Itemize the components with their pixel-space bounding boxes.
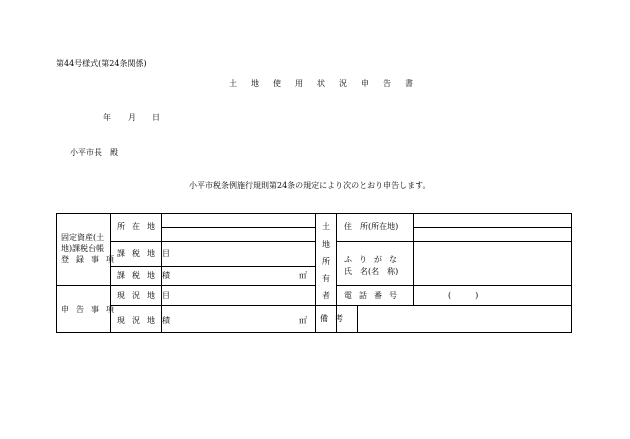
owner-label-char-2: 地 (322, 240, 330, 249)
furigana-label: ふりがな (344, 255, 404, 264)
addressee: 小平市長 殿 (70, 148, 118, 157)
name-field[interactable] (414, 242, 571, 285)
owner-label-char-5: 者 (322, 291, 330, 300)
form-number: 第44号様式(第24条関係) (56, 59, 147, 68)
address-field-2[interactable] (414, 228, 571, 241)
phone-parens: ( ) (448, 291, 479, 300)
statement: 小平市税条例施行規則第24条の規定により次のとおり申告します。 (189, 181, 431, 190)
location-field-2[interactable] (162, 228, 315, 241)
date-day: 日 (152, 113, 160, 122)
actual-area-field[interactable] (162, 306, 292, 332)
owner-label-char-4: 有 (322, 274, 330, 283)
taxed-area-unit: ㎡ (299, 271, 307, 280)
declaration-section-label: 申告事項 (61, 305, 121, 314)
taxed-area-label: 課税地積 (117, 271, 177, 280)
land-use-form-table (56, 213, 572, 333)
taxed-category-label: 課税地目 (117, 249, 177, 258)
owner-label-char-3: 所 (322, 257, 330, 266)
location-field[interactable] (162, 214, 315, 227)
location-label: 所在地 (117, 222, 162, 231)
phone-field[interactable] (414, 286, 571, 305)
registry-section-label-line-2: 地)課税台帳 (61, 244, 105, 253)
actual-area-unit: ㎡ (299, 316, 307, 325)
actual-area-label: 現況地積 (117, 316, 177, 325)
registry-section-label-line-1: 固定資産(土 (61, 233, 105, 242)
actual-category-label: 現況地目 (117, 291, 177, 300)
date-month: 月 (128, 113, 136, 122)
phone-label: 電話番号 (344, 291, 404, 300)
document-title: 土地使用状況申告書 (229, 79, 427, 88)
remarks-field[interactable] (358, 306, 571, 332)
date-year: 年 (103, 113, 111, 122)
address-label: 住 所(所在地) (344, 222, 399, 231)
address-field[interactable] (414, 214, 571, 227)
remarks-label: 備考 (320, 314, 350, 323)
registry-section-label-line-3: 登録事項 (61, 255, 121, 264)
owner-label-char-1: 土 (322, 222, 330, 231)
name-label: 氏 名(名 称) (344, 267, 399, 276)
taxed-category-field[interactable] (162, 242, 315, 266)
actual-category-field[interactable] (162, 286, 315, 305)
taxed-area-field[interactable] (162, 267, 292, 285)
